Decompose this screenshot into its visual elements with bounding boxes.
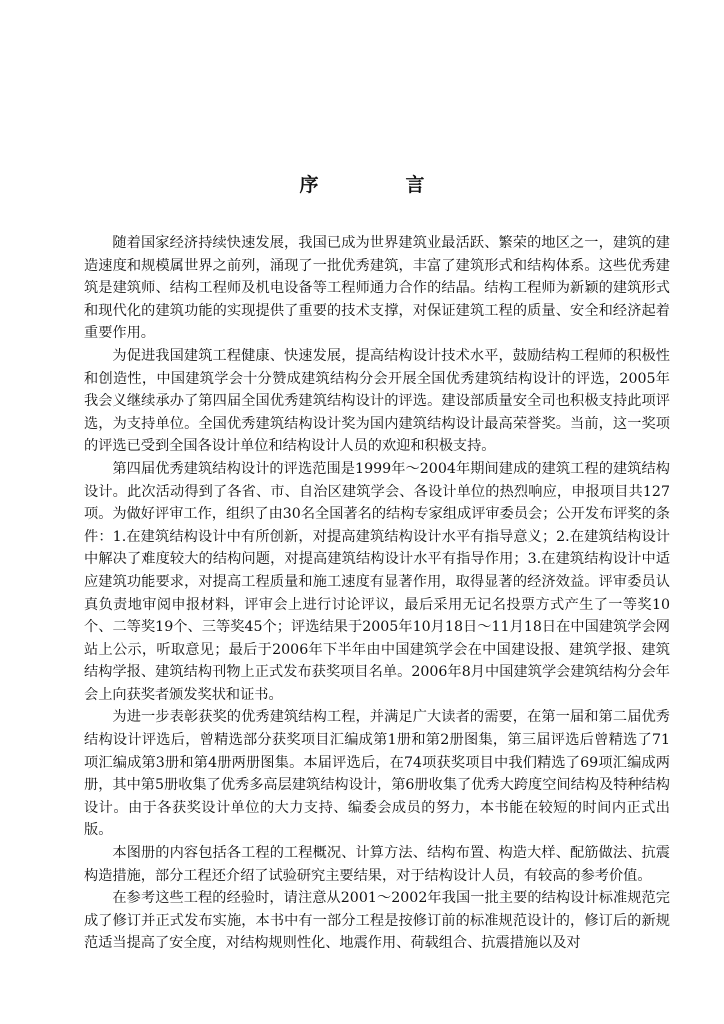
paragraph: 为进一步表彰获奖的优秀建筑结构工程，并满足广大读者的需要，在第一届和第二届优秀结构设计评选后，曾精选部分获奖项目汇编成第1册和第2册图集，第三届评选后曾精选了71项汇编成第3册和第4册两册图集。本届评选后，在74项获奖项目中我们精选了69项汇编成两册，其中第5册收集了优秀多高层建筑结构设计，第6册收集了优秀大跨度空间结构及特种结构设计。由于各获奖设计单位的大力支持、编委会成员的努力，本书能在较短的时间内正式出版。 [84, 709, 670, 839]
paragraph: 在参考这些工程的经验时，请注意从2001～2002年我国一批主要的结构设计标准规范完成了修订并正式发布实施，本书中有一部分工程是按修订前的标准规范设计的，修订后的新规范适当提高了安全度，对结构规则性化、地震作用、荷载组合、抗震措施以及对 [84, 890, 670, 952]
paragraph: 第四届优秀建筑结构设计的评选范围是1999年～2004年期间建成的建筑工程的建筑结构设计。此次活动得到了各省、市、自治区建筑学会、各设计单位的热烈响应，申报项目共127项。为做好评审工作，组织了由30名全国著名的结构专家组成评审委员会；公开发布评奖的条件：1.在建筑结构设计中有所创新，对提高建筑结构设计水平有指导意义；2.在建筑结构设计中解决了难度较大的结构问题，对提高建筑结构设计水平有指导作用；3.在建筑结构设计中适应建筑功能要求，对提高工程质量和施工速度有显著作用，取得显著的经济效益。评审委员认真负责地审阅申报材料，评审会上进行讨论评议，最后采用无记名投票方式产生了一等奖10个、二等奖19个、三等奖45个；评选结果于2005年10月18日～11月18日在中国建筑学会网站上公示，听取意见；最后于2006年下半年由中国建筑学会在中国建设报、建筑学报、建筑结构学报、建筑结构刊物上正式发布获奖项目名单。2006年8月中国建筑学会建筑结构分会年会上向获奖者颁发奖状和证书。 [84, 460, 670, 703]
paragraph: 为促进我国建筑工程健康、快速发展，提高结构设计技术水平，鼓励结构工程师的积极性和创造性，中国建筑学会十分赞成建筑结构分会开展全国优秀建筑结构设计的评选，2005年我会义继续承办了第四届全国优秀建筑结构设计的评选。建设部质量安全司也积极支持此项评选，为支持单位。全国优秀建筑结构设计奖为国内建筑结构设计最高荣誉奖。当前，这一奖项的评选已受到全国各设计单位和结构设计人员的欢迎和积极支持。 [84, 347, 670, 455]
paragraph: 随着国家经济持续快速发展，我国已成为世界建筑业最活跃、繁荣的地区之一，建筑的建造速度和规模属世界之前列，涌现了一批优秀建筑，丰富了建筑形式和结构体系。这些优秀建筑是建筑师、结构工程师及机电设备等工程师通力合作的结晶。结构工程师为新颖的建筑形式和现代化的建筑功能的实现提供了重要的技术支撑，对保证建筑工程的质量、安全和经济起着重要作用。 [84, 235, 670, 342]
paragraph: 本图册的内容包括各工程的工程概况、计算方法、结构布置、构造大样、配筋做法、抗震构造措施，部分工程还介绍了试验研究主要结果，对于结构设计人员，有较高的参考价值。 [84, 845, 670, 884]
page-title: 序 言 [299, 174, 459, 196]
preface-body [84, 232, 670, 955]
